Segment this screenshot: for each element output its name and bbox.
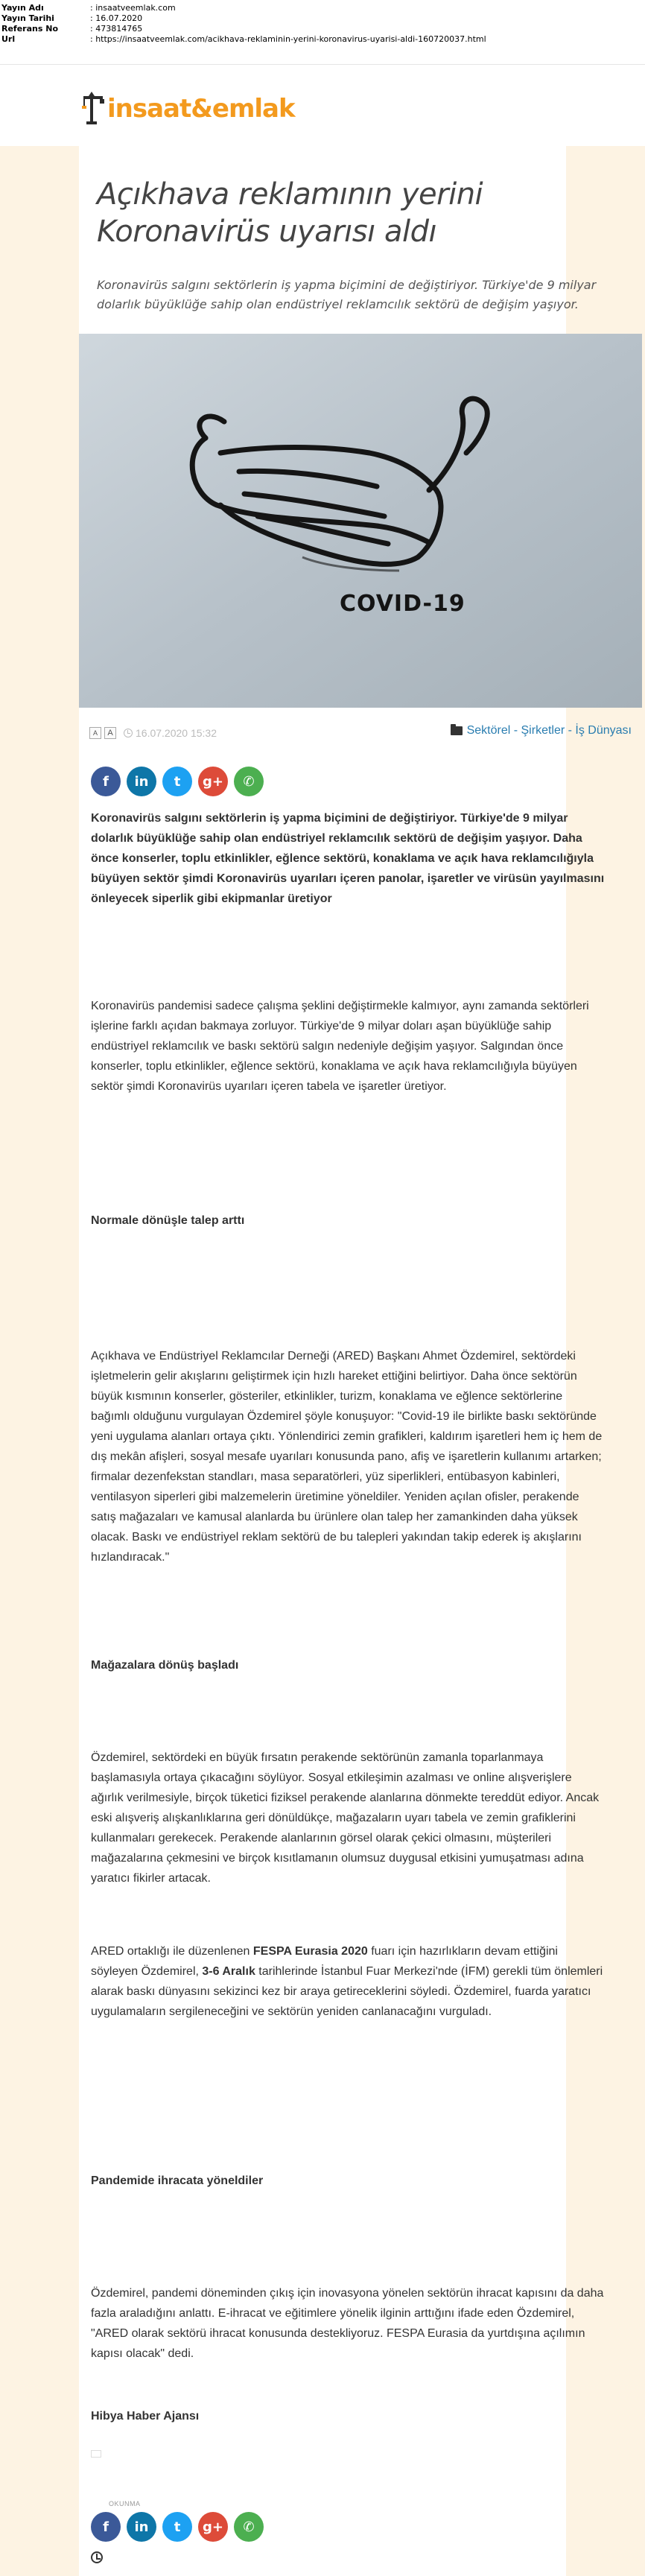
linkedin-share-button[interactable]: in bbox=[127, 2512, 156, 2542]
meta-key: Yayın Adı bbox=[1, 3, 44, 13]
meta-row bbox=[0, 13, 645, 24]
article-paragraph: Özdemirel, pandemi döneminden çıkış için inovasyona yönelen sektörün ihracat kapısını da daha fazla araladığını anlattı. E-ihracat ve eğitimlere yönelik ilginin arttığını ifade eden Özdemirel, "ARED olarak sektörü ihracat konusunda destekliyoruz. FESPA Eurasia da yurtdışına açılımın kapısı olacak" dedi. bbox=[91, 2287, 604, 2360]
article-subheading: Mağazalara dönüş başladı bbox=[91, 1659, 239, 1672]
article-paragraph: ARED ortaklığı ile düzenlenen FESPA Eurasia 2020 fuarı için hazırlıkların devam ettiğini söyleyen Özdemirel, 3-6 Aralık tarihlerinde İstanbul Fuar Merkezi'nde (İFM) gerekli tüm önlemleri alarak baskı dünyasını sekizinci kez bir araya getireceklerini söyledi. Özdemirel, fuarda yaratıcı uygulamaların sergileneceğini ve sektörün yeniden canlanacağını vurguladı. bbox=[91, 1945, 603, 2018]
meta-key: Yayın Tarihi bbox=[1, 13, 54, 23]
article-subheading: Normale dönüşle talep arttı bbox=[91, 1214, 245, 1227]
googleplus-share-button[interactable]: g+ bbox=[198, 2512, 228, 2542]
meta-key: Referans No bbox=[1, 24, 58, 34]
article-paragraph: Koronavirüs pandemisi sadece çalışma şeklini değiştirmekle kalmıyor, aynı zamanda sektörleri işlerine farklı açıdan bakmaya zorluyor. Türkiye'de 9 milyar doları aşan büyüklüğe sahip endüstriyel reklamcılık ve baskı sektörü salgın nedeniyle değişim yaşıyor. Salgından önce konserler, toplu etkinlikler, eğlence sektörü, konaklama ve açık hava reklamcılığıyla büyüyen sektör şimdi Koronavirüs uyarıları içeren tabela ve işaretler üretiyor. bbox=[91, 1000, 589, 1093]
clock-icon bbox=[91, 2551, 103, 2563]
crane-icon bbox=[80, 92, 106, 126]
twitter-share-button[interactable]: t bbox=[162, 767, 192, 796]
meta-row bbox=[0, 24, 645, 34]
photo-caption: COVID-19 bbox=[340, 591, 466, 617]
font-decrease-button[interactable]: A bbox=[89, 727, 101, 739]
category-links[interactable] bbox=[451, 724, 632, 737]
twitter-share-button[interactable]: t bbox=[162, 2512, 192, 2542]
meta-value: : 473814765 bbox=[90, 24, 143, 34]
share-bar-top bbox=[91, 767, 264, 796]
article-source: Hibya Haber Ajansı bbox=[91, 2410, 200, 2423]
meta-row bbox=[0, 3, 645, 13]
clock-icon bbox=[124, 729, 133, 737]
article-subheading: Pandemide ihracata yöneldiler bbox=[91, 2174, 264, 2187]
linkedin-share-button[interactable]: in bbox=[127, 767, 156, 796]
whatsapp-share-button[interactable]: ✆ bbox=[234, 767, 264, 796]
meta-value: : insaatveemlak.com bbox=[90, 3, 176, 13]
meta-value: : 16.07.2020 bbox=[90, 13, 143, 23]
facebook-share-button[interactable]: f bbox=[91, 2512, 121, 2542]
publish-date bbox=[124, 727, 217, 739]
category-text[interactable]: Sektörel - Şirketler - İş Dünyası bbox=[466, 724, 632, 737]
metadata-header bbox=[0, 3, 645, 45]
facebook-share-button[interactable]: f bbox=[91, 767, 121, 796]
covid-mask-image bbox=[79, 334, 642, 708]
article-summary: Koronavirüs salgını sektörlerin iş yapma biçimini de değiştiriyor. Türkiye'de 9 milyar dolarlık büyüklüğe sahip olan endüstriyel reklamcılık sektörü de değişim yaşıyor. bbox=[97, 278, 597, 311]
meta-row bbox=[0, 34, 645, 45]
site-logo[interactable] bbox=[80, 90, 295, 127]
folder-icon bbox=[451, 726, 463, 735]
page-side-left bbox=[0, 146, 79, 2576]
logo-text: insaat&emlak bbox=[107, 94, 295, 124]
publish-date-text: 16.07.2020 15:32 bbox=[136, 727, 217, 739]
page-title: Açıkhava reklamının yerini Koronavirüs uyarısı aldı bbox=[97, 177, 483, 249]
whatsapp-share-button[interactable]: ✆ bbox=[234, 2512, 264, 2542]
share-bar-bottom bbox=[91, 2512, 264, 2542]
article-lead: Koronavirüs salgını sektörlerin iş yapma biçimini de değiştiriyor. Türkiye'de 9 milyar dolarlık büyüklüğe sahip olan endüstriyel reklamcılık sektörü de değişim yaşıyor. Daha önce konserler, toplu etkinlikler, eğlence sektörü, konaklama ve açık hava reklamcılığıyla büyüyen sektör şimdi Koronavirüs uyarıları içeren panolar, işaretler ve virüsün yayılmasını önleyecek siperlik gibi ekipmanlar üretiyor bbox=[91, 812, 605, 905]
image-placeholder bbox=[91, 2450, 101, 2458]
font-increase-button[interactable]: A bbox=[104, 727, 116, 739]
meta-value[interactable]: : https://insaatveemlak.com/acikhava-reklaminin-yerini-koronavirus-uyarisi-aldi-160720037.html bbox=[90, 34, 486, 44]
article-paragraph: Özdemirel, sektördeki en büyük fırsatın perakende sektörünün zamanla toparlanmaya başlamasıyla ortaya çıkacağını söylüyor. Sosyal etkileşimin azalması ve online alışverişlere ağırlık verilmesiyle, birçok tüketici fiziksel perakende alanlarına dönmekte tereddüt ediyor. Ancak eski alışveriş alışkanlıklarına geri dönüldükçe, mağazaların uyarı tabela ve zemin grafiklerini kullanmaları gerekecek. Perakende alanlarının görsel olarak çekici olmasını, müşterileri mağazalarına çekmesini ve birçok kısıtlamanın olumsuz duygusal etkisini yumuşatması adına yaratıcı fikirler artacak. bbox=[91, 1751, 600, 1885]
googleplus-share-button[interactable]: g+ bbox=[198, 767, 228, 796]
article-image bbox=[79, 334, 642, 708]
article-tools bbox=[89, 724, 217, 742]
meta-key: Url bbox=[1, 34, 16, 44]
read-count-label: OKUNMA bbox=[109, 2500, 141, 2507]
article-paragraph: Açıkhava ve Endüstriyel Reklamcılar Derneği (ARED) Başkanı Ahmet Özdemirel, sektördeki işletmelerin gelir akışlarını geliştirmek için hızlı hareket ettiğini belirtiyor. Daha önce sektörün büyük kısmının konserler, gösteriler, etkinlikler, turizm, konaklama ve eğlence sektörlerine bağımlı olduğunu vurgulayan Özdemirel şöyle konuşuyor: "Covid-19 ile birlikte baskı sektöründe yeni uygulama alanları ortaya çıktı. Yönlendirici zemin grafikleri, kaldırım işaretleri hem iç hem de dış mekân afişleri, sosyal mesafe uyarıları konusunda pano, afiş ve işaretlerin kullanımı artarken; firmalar dezenfekstan standları, masa separatörleri, yüz siperlikleri, entübasyon kabinleri, ventilasyon siperleri gibi malzemelerin üretimine yöneldiler. Yeniden açılan ofisler, perakende satış mağazaları ve kamusal alanlarda bu ürünlere olan talep her zamankinden daha yüksek olacak. Baskı ve endüstriyel reklam sektörü de bu talepleri yakından takip ederek iş akışlarını hızlandıracak." bbox=[91, 1350, 603, 1564]
divider bbox=[0, 64, 645, 65]
